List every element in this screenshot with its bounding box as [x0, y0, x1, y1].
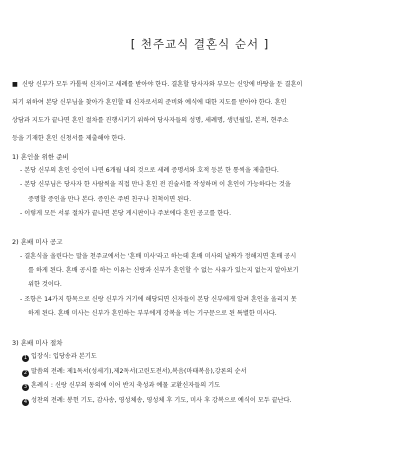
step-number-badge: 1: [23, 355, 28, 361]
procedure-item: [22, 397, 292, 406]
procedure-item: [22, 368, 247, 377]
section-line: 증명할 증인을 만나 본다. 증인은 주변 친구나 친척이면 된다.: [28, 196, 192, 203]
section-line: 하게 된다. 혼배 미사는 신부가 혼인하는 부부에게 강복을 비는 기구문으로 된 특별한 미사다.: [28, 310, 277, 317]
intro-line: 되기 위하여 본당 신부님을 찾아가 혼인할 때 신자로서의 준비와 예식에 대한 지도를 받아야 한다. 혼인: [12, 99, 287, 106]
section-line: - 본당 신부님은 당사자 한 사람씩을 직접 만나 혼인 전 진술서를 작성하며 이 혼인이 가능하다는 것을: [20, 181, 291, 188]
page-title: [ 천주교식 결혼식 순서 ]: [130, 37, 270, 51]
step-number-badge: 3: [23, 384, 28, 390]
section-heading: 3) 혼배 미사 절차: [12, 339, 63, 347]
section-line: - 조항은 14가지 항목으로 신랑 신부가 거기에 해당되면 신자들이 본당 신부에게 알려 혼인을 올리지 못: [20, 296, 297, 303]
intro-line: 상담과 지도가 끝나면 혼인 절차를 진행시키기 위하여 당사자들의 성명, 세례명, 생년월일, 본적, 현주소: [12, 117, 289, 124]
procedure-item: [22, 382, 220, 391]
procedure-item: [22, 353, 97, 362]
intro-line: 신랑 신부가 모두 카톨릭 신자이고 세례를 받아야 한다. 결혼할 당사자와 부모는 신앙에 바탕을 둔 결혼이: [22, 81, 303, 88]
procedure-text: 입장식: 입당송과 본기도: [31, 353, 97, 360]
section-heading: 1) 혼인을 위한 준비: [12, 153, 69, 161]
step-number-badge: 4: [23, 399, 28, 405]
intro-bullet: ■: [12, 81, 18, 88]
section-line: - 본당 신부의 혼인 승인이 나면 6개월 내의 것으로 세례 증명서와 호적 등본 한 통씩을 제출한다.: [20, 167, 279, 174]
procedure-text: 혼례식 : 신랑 신부의 동의에 이어 반지 축성과 예물 교환신자들의 기도: [31, 382, 221, 389]
section-line: - 이렇게 모든 서류 절차가 끝나면 본당 게시판이나 주보에다 혼인 공고를 한다.: [20, 210, 232, 217]
procedure-text: 말씀의 전례: 제1독서(성세기),제2독서(고린도전서),복음(마태복음),강론의 순서: [31, 368, 247, 375]
procedure-text: 성찬의 전례: 봉헌 기도, 감사송, 영성체송, 영성체 후 기도, 미사 후 강복으로 예식이 모두 끝난다.: [31, 397, 292, 404]
section-line: 를 하게 된다. 혼배 공시를 하는 이유는 신랑과 신부가 혼인할 수 없는 사유가 있는지 없는지 알아보기: [28, 267, 299, 274]
section-line: 위한 것이다.: [28, 281, 62, 288]
section-line: - 결혼식을 올린다는 말을 천주교에서는 '혼배 미사'라고 하는데 혼배 미사의 날짜가 정해지면 혼배 공시: [20, 253, 297, 260]
step-number-badge: 2: [23, 370, 28, 376]
intro-line: 등을 기재한 혼인 신청서를 제출해야 한다.: [12, 135, 126, 142]
section-heading: 2) 혼배 미사 공고: [12, 238, 63, 246]
